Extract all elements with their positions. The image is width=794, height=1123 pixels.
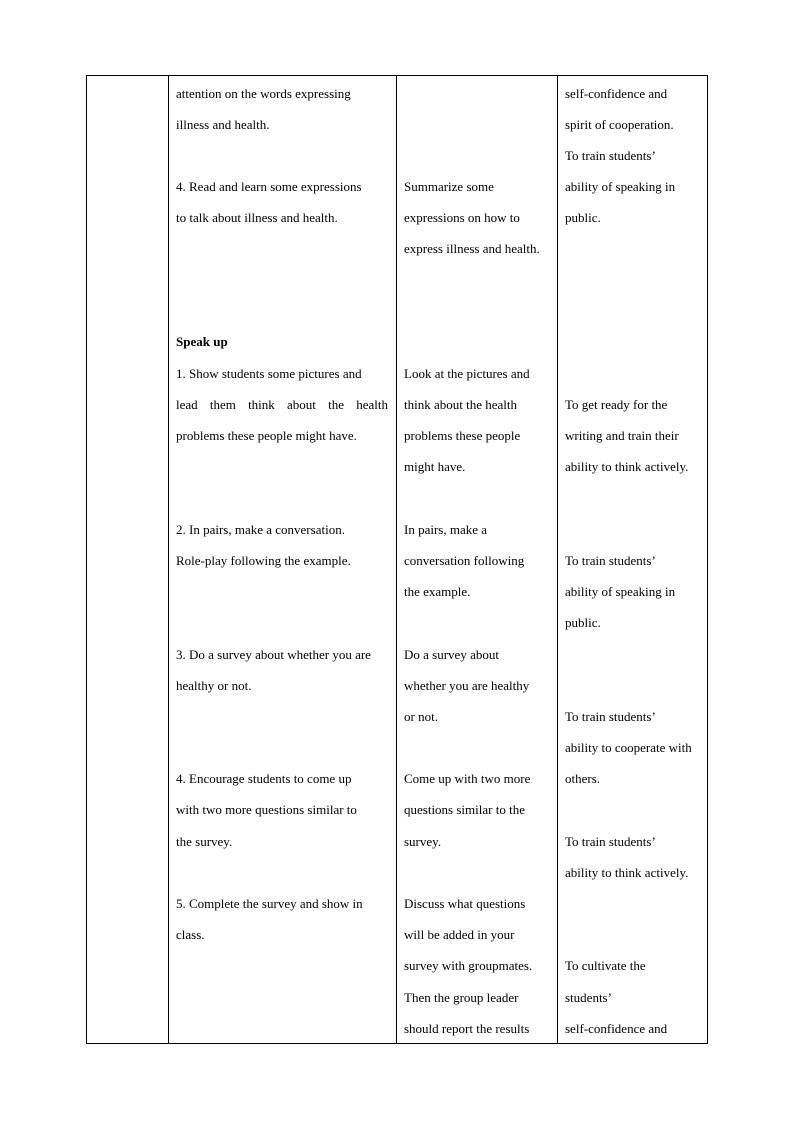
purpose-text: public. [565, 210, 601, 225]
student-text: might have. [404, 459, 466, 474]
purpose-text: ability of speaking in [565, 584, 676, 599]
purpose-text: To train students’ [565, 709, 656, 724]
student-text: questions similar to the [404, 802, 525, 817]
student-text: Discuss what questions [404, 896, 526, 911]
student-text: or not. [404, 709, 438, 724]
student-text: Come up with two more [404, 771, 531, 786]
lesson-plan-table [86, 75, 708, 1044]
purpose-text: self-confidence and [565, 86, 668, 101]
student-text: Summarize some [404, 179, 494, 194]
purpose-text: To get ready for the [565, 397, 668, 412]
purpose-text: ability of speaking in [565, 179, 676, 194]
student-text: conversation following [404, 553, 525, 568]
student-text: In pairs, make a [404, 522, 488, 537]
student-text: whether you are healthy [404, 678, 530, 693]
activity-text: 2. In pairs, make a conversation. [176, 522, 345, 537]
student-text: Then the group leader [404, 990, 519, 1005]
activity-text: 3. Do a survey about whether you are [176, 647, 371, 662]
activity-text: Role-play following the example. [176, 553, 351, 568]
teacher-activity-cell [176, 76, 388, 1043]
purpose-text: To cultivate the [565, 958, 646, 973]
purpose-cell [565, 76, 705, 1043]
activity-text-justified [176, 397, 388, 413]
word: lead [176, 397, 198, 412]
purpose-text: students’ [565, 990, 612, 1005]
purpose-text: ability to think actively. [565, 865, 689, 880]
word: the [328, 397, 344, 412]
activity-text: healthy or not. [176, 678, 252, 693]
activity-text: 5. Complete the survey and show in [176, 896, 363, 911]
student-text: the example. [404, 584, 471, 599]
purpose-text: spirit of cooperation. [565, 117, 674, 132]
student-activity-cell [404, 76, 552, 1043]
student-text: will be added in your [404, 927, 515, 942]
activity-text: class. [176, 927, 205, 942]
student-text: Do a survey about [404, 647, 499, 662]
student-text: expressions on how to [404, 210, 520, 225]
activity-text: illness and health. [176, 117, 270, 132]
activity-text: to talk about illness and health. [176, 210, 338, 225]
word: about [287, 397, 316, 412]
activity-text: 1. Show students some pictures and [176, 366, 362, 381]
purpose-text: self-confidence and [565, 1021, 668, 1036]
activity-text: attention on the words expressing [176, 86, 351, 101]
activity-text: the survey. [176, 834, 233, 849]
student-text: Look at the pictures and [404, 366, 530, 381]
column-divider [557, 76, 558, 1043]
purpose-text: writing and train their [565, 428, 679, 443]
purpose-text: To train students’ [565, 148, 656, 163]
student-text: survey with groupmates. [404, 958, 533, 973]
activity-text: 4. Read and learn some expressions [176, 179, 362, 194]
stage-cell [87, 76, 168, 1043]
word: health [356, 397, 388, 412]
column-divider [396, 76, 397, 1043]
student-text: should report the results [404, 1021, 530, 1036]
student-text: problems these people [404, 428, 521, 443]
purpose-text: ability to think actively. [565, 459, 689, 474]
purpose-text: others. [565, 771, 601, 786]
word: them [209, 397, 236, 412]
word: think [248, 397, 275, 412]
purpose-text: To train students’ [565, 834, 656, 849]
purpose-text: ability to cooperate with [565, 740, 692, 755]
student-text: express illness and health. [404, 241, 540, 256]
purpose-text: To train students’ [565, 553, 656, 568]
student-text: survey. [404, 834, 442, 849]
section-heading: Speak up [176, 334, 228, 349]
activity-text: with two more questions similar to [176, 802, 357, 817]
purpose-text: public. [565, 615, 601, 630]
activity-text: 4. Encourage students to come up [176, 771, 352, 786]
activity-text: problems these people might have. [176, 428, 357, 443]
column-divider [168, 76, 169, 1043]
student-text: think about the health [404, 397, 518, 412]
